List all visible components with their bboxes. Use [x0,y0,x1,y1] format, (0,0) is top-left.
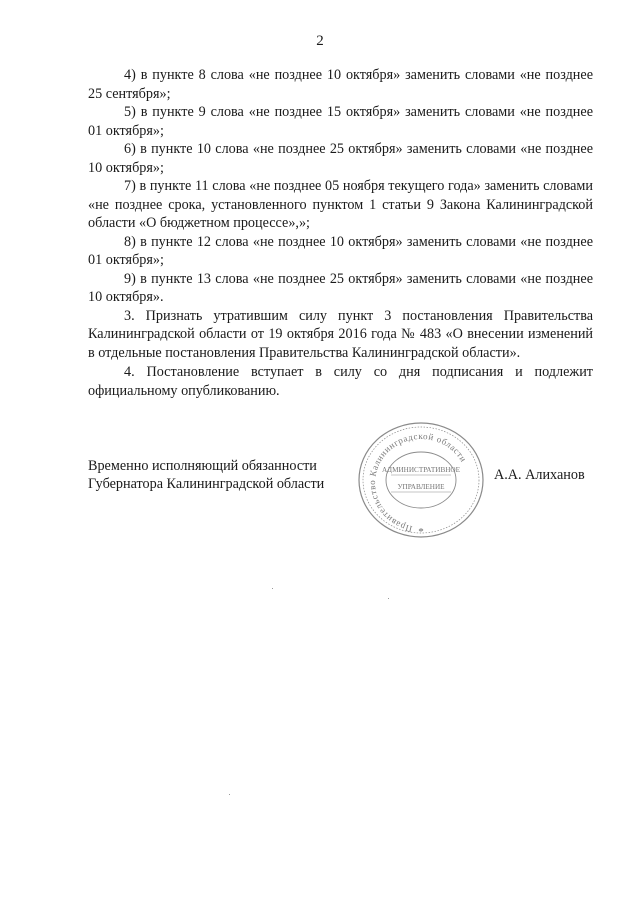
paragraph-item-4: 4) в пункте 8 слова «не позднее 10 октября» заменить словами «не позднее 25 сентября»; [88,67,593,102]
paragraph-item-6: 6) в пункте 10 слова «не позднее 25 октября» заменить словами «не позднее 10 октября»; [88,141,593,176]
signer-title-line1: Временно исполняющий обязанности [88,458,317,474]
seal-center-line1: АДМИНИСТРАТИВНОЕ [381,466,461,474]
seal-center-ring [386,452,456,508]
signature-block [88,457,324,493]
paragraph-item-5: 5) в пункте 9 слова «не позднее 15 октября» заменить словами «не позднее 01 октября»; [88,104,593,139]
seal-ring-text: Правительство Калининградской области [367,430,469,535]
page-number: 2 [316,33,324,49]
document-body [88,66,593,400]
seal-star: * [418,526,424,538]
official-seal [355,419,487,541]
seal-center-line2: УПРАВЛЕНИЕ [397,483,445,491]
paragraph-item-9: 9) в пункте 13 слова «не позднее 25 октября» заменить словами «не позднее 10 октября». [88,270,593,305]
signer-title-line2: Губернатора Калининградской области [88,476,325,492]
paragraph-clause-4: 4. Постановление вступает в силу со дня подписания и подлежит официальному опубликованию. [88,364,593,399]
signer-name: А.А. Алиханов [494,467,585,483]
paragraph-item-7: 7) в пункте 11 слова «не позднее 05 ноября текущего года» заменить словами «не позднее срока, установленного пунктом 1 статьи 9 Закона Калининградской области «О бюджетном процессе»,»; [88,178,593,231]
paragraph-item-8: 8) в пункте 12 слова «не позднее 10 октября» заменить словами «не позднее 01 октября»; [88,233,593,268]
paragraph-clause-3: 3. Признать утратившим силу пункт 3 постановления Правительства Калининградской области от 19 октября 2016 года № 483 «О внесении изменений в отдельные постановления Правительства Калининградской области». [88,307,593,361]
